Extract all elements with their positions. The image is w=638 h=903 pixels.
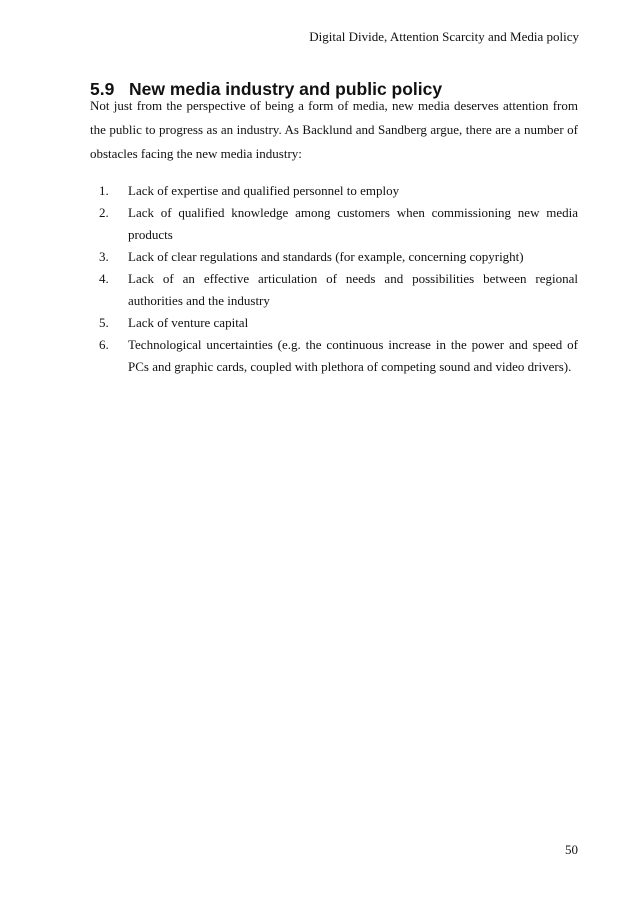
- list-item: [90, 180, 578, 202]
- body-paragraph: Not just from the perspective of being a form of media, new media deserves attention from the public to progress as an industry. As Backlund and Sandberg argue, there are a number of obstacles facing the new media industry:: [90, 98, 578, 161]
- list-item: [90, 268, 578, 312]
- list-marker: 3.: [99, 249, 109, 264]
- list-marker: 5.: [99, 315, 109, 330]
- list-item: [90, 202, 578, 246]
- list-marker: 2.: [99, 205, 109, 220]
- section-title: New media industry and public policy: [129, 79, 443, 99]
- list-item-text: Lack of expertise and qualified personnel to employ: [128, 183, 400, 198]
- page-number: 50: [565, 842, 578, 857]
- list-item: [90, 334, 578, 378]
- list-item-text: Lack of qualified knowledge among customers when commissioning new media products: [128, 205, 578, 242]
- section-number: 5.9: [90, 79, 115, 99]
- list-item: [90, 312, 578, 334]
- list-item-text: Lack of venture capital: [128, 315, 249, 330]
- list-item-text: Lack of an effective articulation of needs and possibilities between regional authorities and the industry: [128, 271, 578, 308]
- list-marker: 1.: [99, 183, 109, 198]
- list-item-text: Lack of clear regulations and standards (for example, concerning copyright): [128, 249, 524, 264]
- list-marker: 4.: [99, 271, 109, 286]
- list-item-text: Technological uncertainties (e.g. the continuous increase in the power and speed of PCs and graphic cards, coupled with plethora of competing sound and video drivers).: [128, 337, 578, 374]
- running-header: Digital Divide, Attention Scarcity and Media policy: [309, 29, 579, 44]
- list-marker: 6.: [99, 337, 109, 352]
- obstacles-list: [90, 180, 578, 378]
- list-item: [90, 246, 578, 268]
